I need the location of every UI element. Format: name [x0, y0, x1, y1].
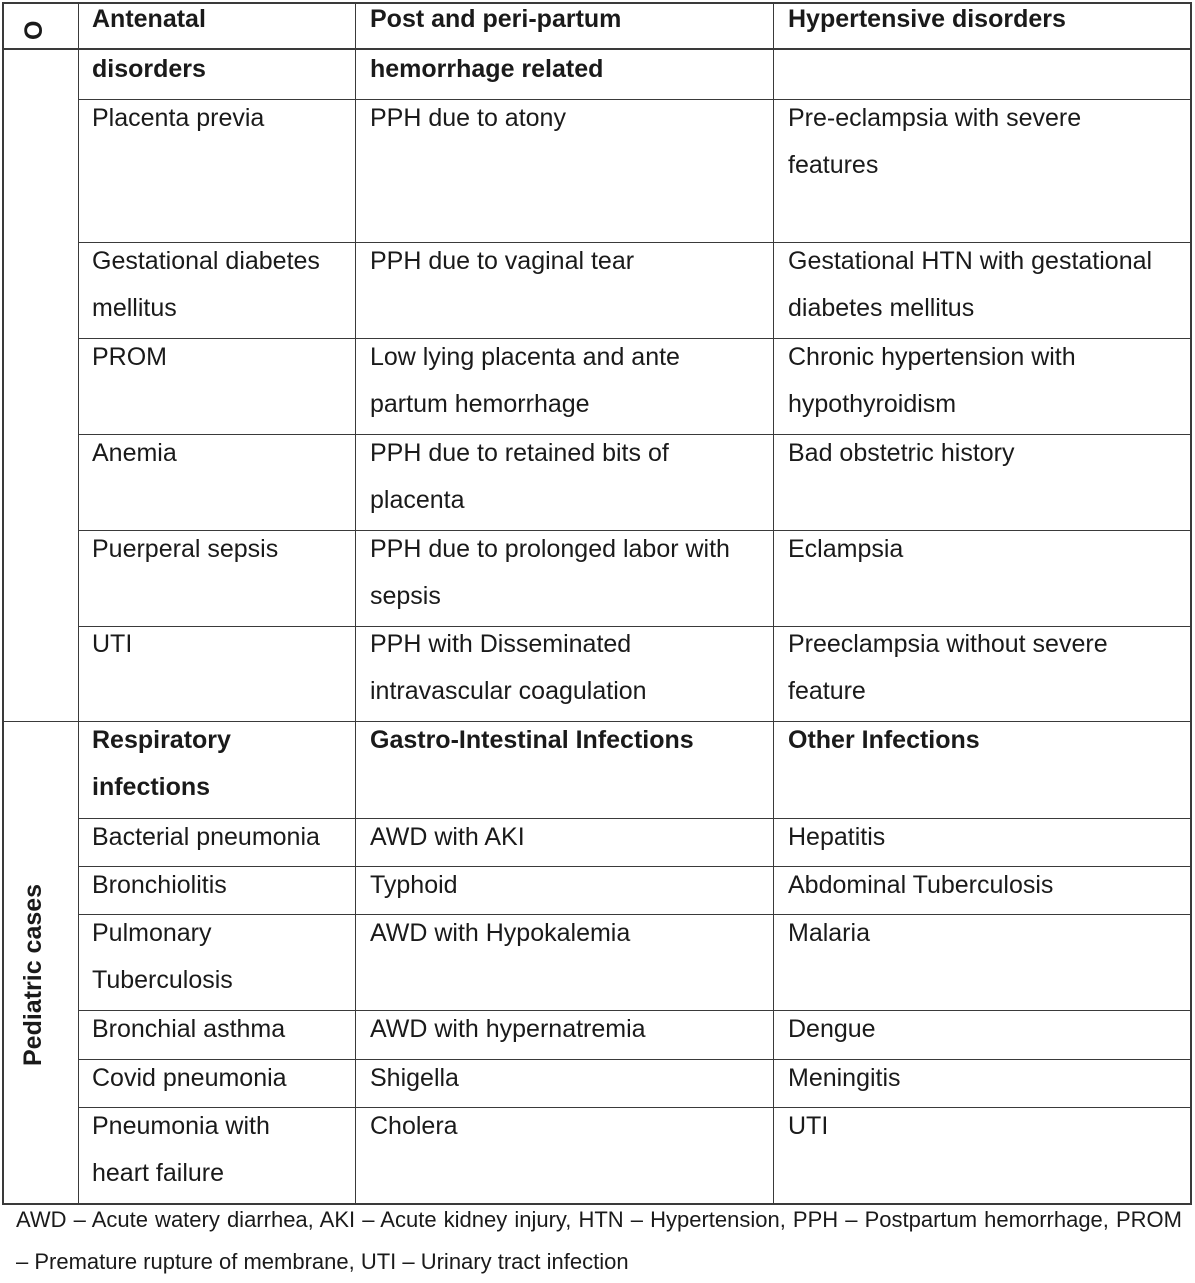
header-gastrointestinal: Gastro-Intestinal Infections — [370, 726, 694, 754]
table-cell: Pneumonia with heart failure — [92, 1112, 270, 1187]
header-postpartum-line1: Post and peri-partum — [370, 5, 622, 33]
header-hypertensive: Hypertensive disorders — [788, 5, 1066, 33]
table-cell: Low lying placenta and ante partum hemorrhage — [370, 343, 680, 418]
table-cell: Abdominal Tuberculosis — [788, 871, 1054, 899]
table-cell: UTI — [788, 1112, 829, 1140]
table-cell: PROM — [92, 343, 167, 371]
pediatric-side-label: Pediatric cases — [19, 883, 47, 1066]
table-cell: AWD with AKI — [370, 823, 525, 851]
table-cell: AWD with hypernatremia — [370, 1015, 646, 1043]
table-cell: PPH with Disseminated intravascular coagulation — [370, 630, 647, 705]
table-border — [1190, 2, 1192, 1204]
header-antenatal-line1: Antenatal — [92, 5, 206, 33]
table-cell: Puerperal sepsis — [92, 535, 279, 563]
table-cell: Chronic hypertension with hypothyroidism — [788, 343, 1076, 418]
table-cell: Shigella — [370, 1064, 459, 1092]
table-cell: AWD with Hypokalemia — [370, 919, 631, 947]
table-cell: Malaria — [788, 919, 870, 947]
column-divider — [355, 2, 356, 1203]
table-cell: Gestational HTN with gestational diabetes mellitus — [788, 247, 1153, 322]
table-cell: Dengue — [788, 1015, 876, 1043]
table-border — [2, 2, 4, 1204]
table-cell: Pre-eclampsia with severe features — [788, 104, 1082, 179]
header-antenatal-line2: disorders — [92, 55, 206, 83]
table-cell: Bronchiolitis — [92, 871, 227, 899]
table-cell: Pulmonary Tuberculosis — [92, 919, 233, 994]
table-cell: Meningitis — [788, 1064, 901, 1092]
table-cell: Bronchial asthma — [92, 1015, 286, 1043]
table-cell: Gestational diabetes mellitus — [92, 247, 320, 322]
table-cell: Bacterial pneumonia — [92, 823, 320, 851]
table-cell: Cholera — [370, 1112, 458, 1140]
column-divider — [773, 2, 774, 1203]
table-cell: Preeclampsia without severe feature — [788, 630, 1108, 705]
header-respiratory: Respiratory infections — [92, 726, 231, 801]
obstetric-side-label: O — [20, 20, 48, 40]
table-cell: UTI — [92, 630, 133, 658]
table-cell: Eclampsia — [788, 535, 904, 563]
header-postpartum-line2: hemorrhage related — [370, 55, 604, 83]
table-cell: Covid pneumonia — [92, 1064, 287, 1092]
table-cell: Typhoid — [370, 871, 458, 899]
table-cell: PPH due to prolonged labor with sepsis — [370, 535, 730, 610]
table-cell: PPH due to vaginal tear — [370, 247, 635, 275]
header-other-infections: Other Infections — [788, 726, 980, 754]
column-divider — [78, 2, 79, 1203]
table-cell: Anemia — [92, 439, 177, 467]
table-cell: Bad obstetric history — [788, 439, 1015, 467]
table-cell: Hepatitis — [788, 823, 886, 851]
table-cell: Placenta previa — [92, 104, 265, 132]
abbreviations-footnote: AWD – Acute watery diarrhea, AKI – Acute kidney injury, HTN – Hypertension, PPH – Postpartum hemorrhage, PROM – Premature rupture of membrane, UTI – Urinary tract infection — [16, 1207, 1182, 1274]
table-cell: PPH due to retained bits of placenta — [370, 439, 669, 514]
table-cell: PPH due to atony — [370, 104, 566, 132]
